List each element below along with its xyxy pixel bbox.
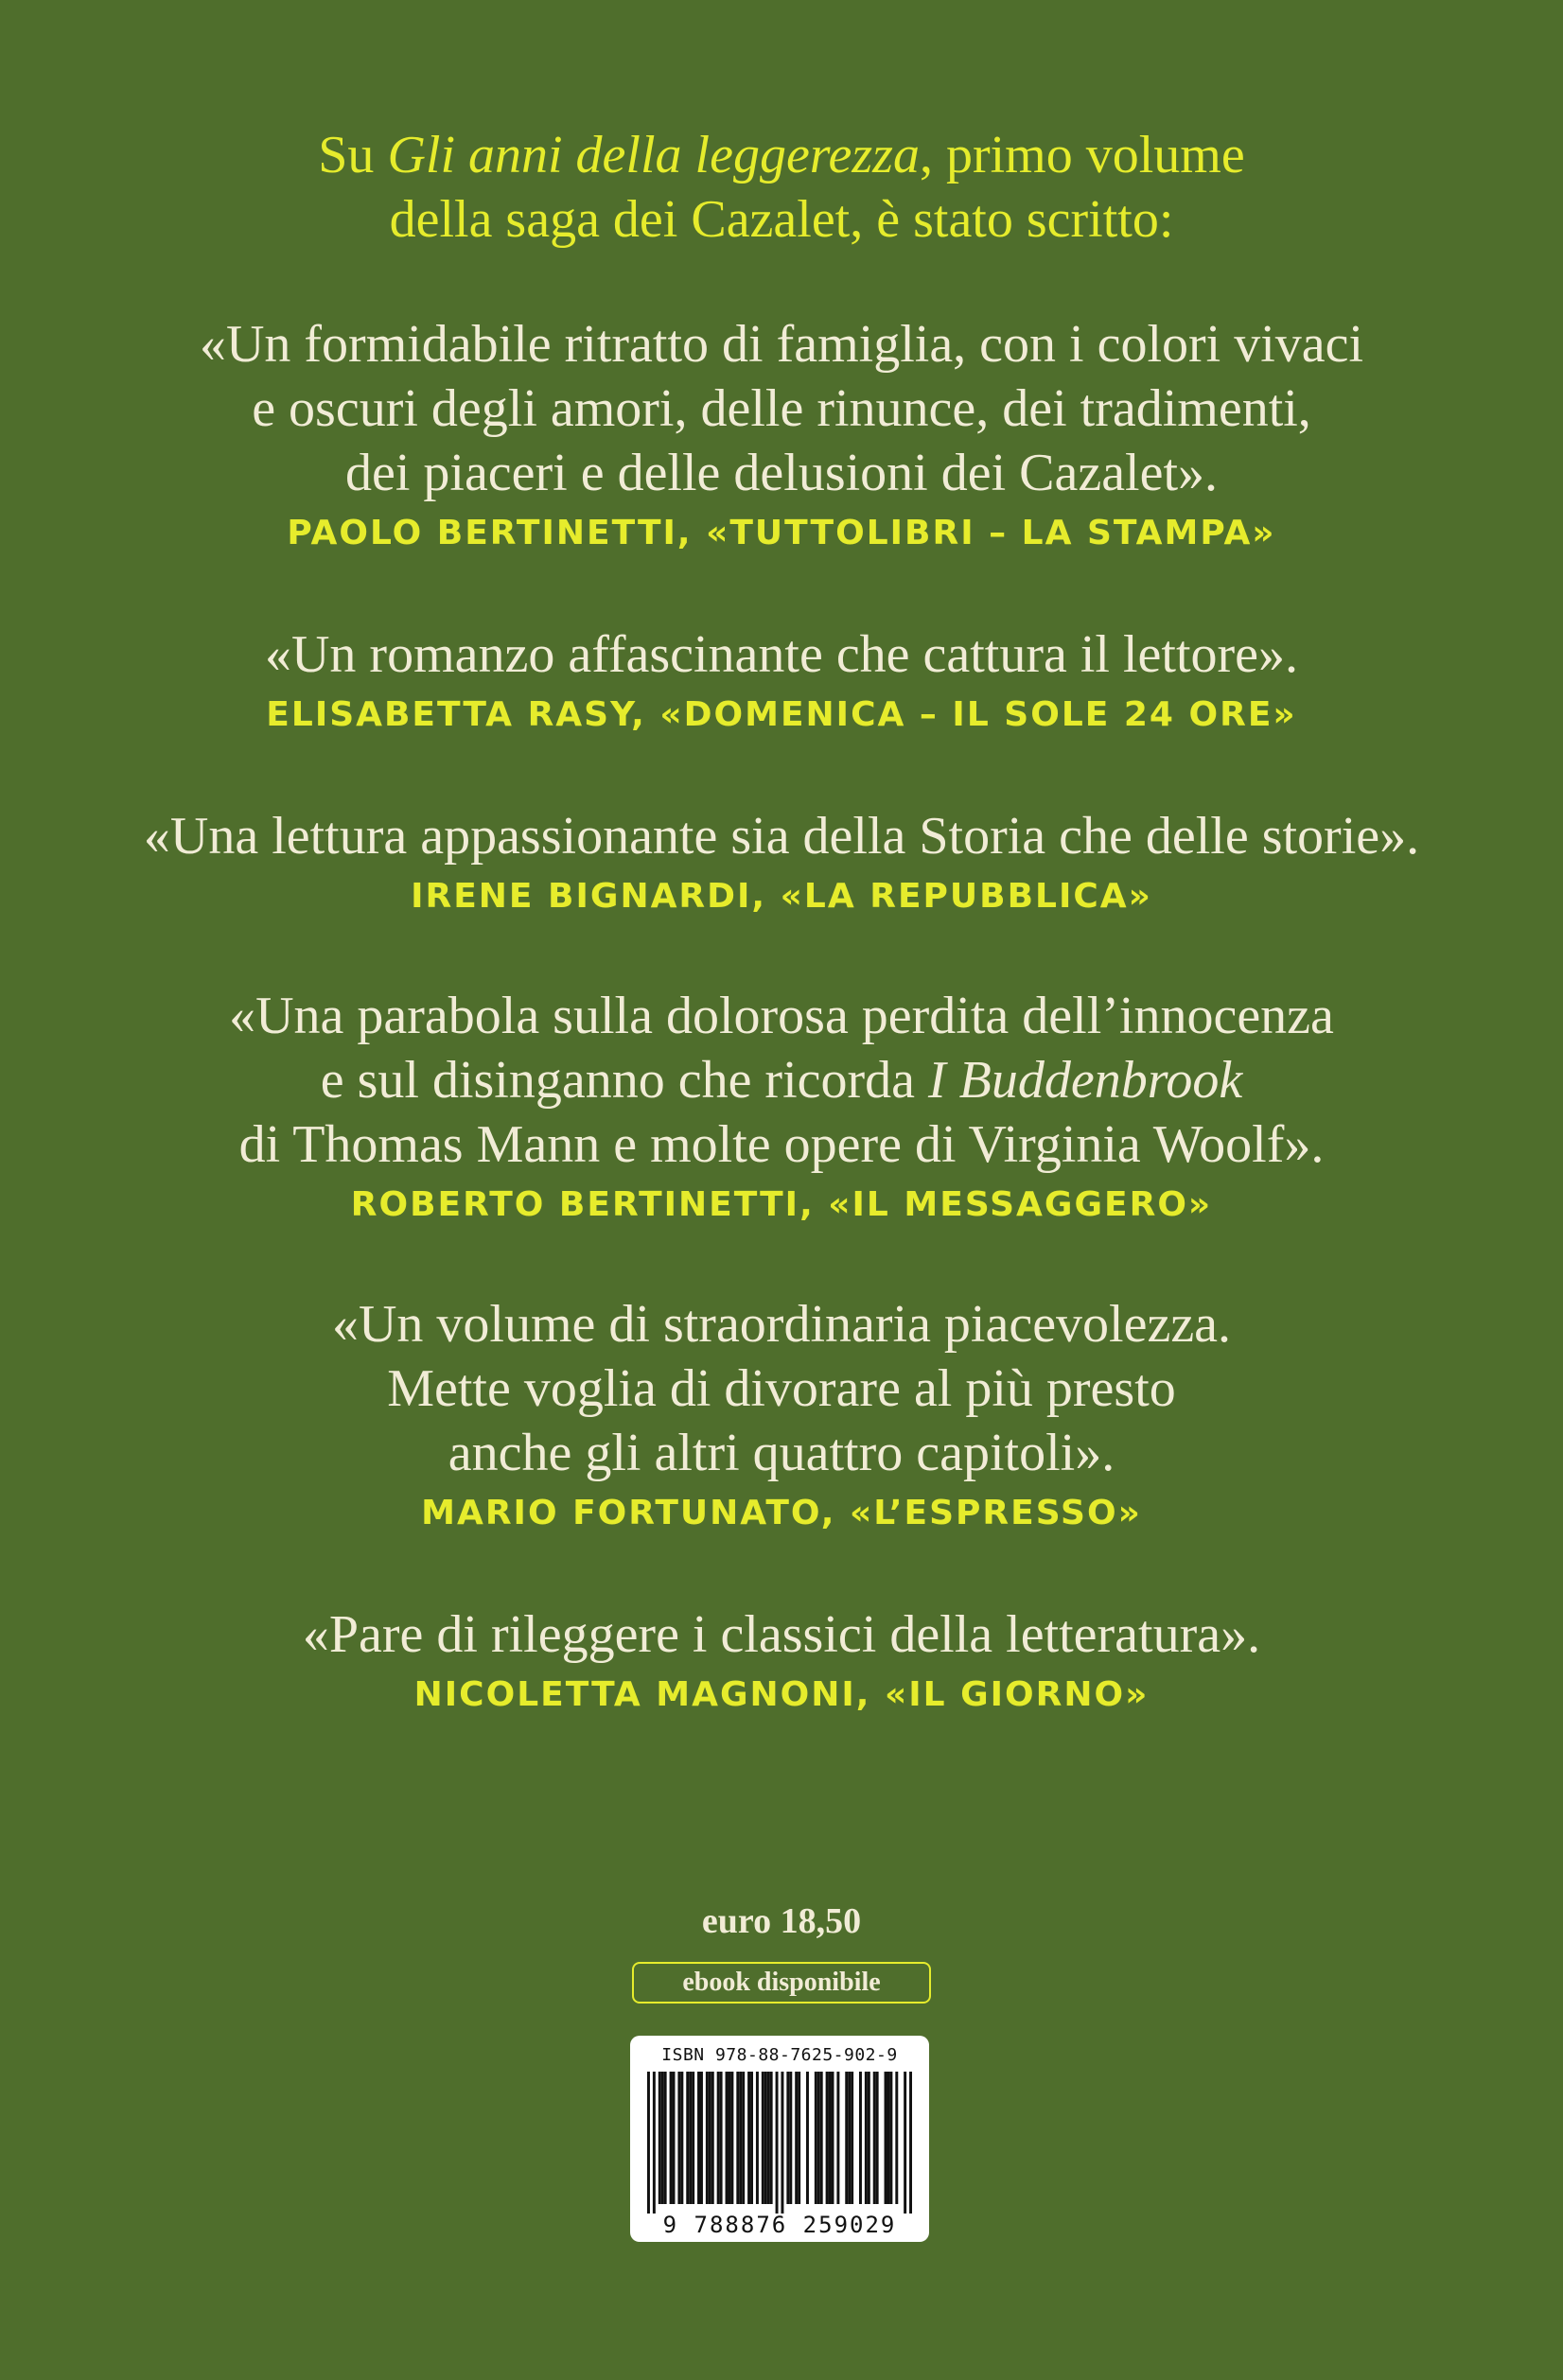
barcode-bar <box>845 2072 848 2204</box>
barcode-bar <box>647 2072 650 2214</box>
intro-line-2: della saga dei Cazalet, è stato scritto: <box>389 190 1174 249</box>
barcode-bar <box>817 2072 820 2204</box>
barcode-bar <box>887 2072 889 2204</box>
barcode-bar <box>706 2072 709 2204</box>
barcode-bar <box>767 2072 770 2204</box>
barcode-bar <box>692 2072 694 2204</box>
barcode-bar <box>689 2072 692 2204</box>
barcode-bar <box>829 2072 832 2204</box>
intro-line-1 <box>0 123 1563 187</box>
barcode-bar <box>815 2072 817 2204</box>
barcode-bar <box>664 2072 667 2204</box>
barcode-bar <box>756 2072 759 2204</box>
review-2 <box>0 622 1563 740</box>
review-source: IRENE BIGNARDI, «LA REPUBBLICA» <box>411 877 1152 916</box>
barcode-bar <box>904 2072 906 2214</box>
quote-line: «Un formidabile ritratto di famiglia, con i colori vivaci <box>199 315 1364 374</box>
review-4 <box>0 984 1563 1230</box>
barcode-bars <box>647 2072 912 2214</box>
barcode-bar <box>795 2072 798 2204</box>
review-source: MARIO FORTUNATO, «L’ESPRESSO» <box>421 1494 1142 1532</box>
review-quote <box>0 1292 1563 1485</box>
barcode-bar <box>677 2072 680 2204</box>
barcode-bar <box>789 2072 792 2204</box>
barcode-bar <box>747 2072 750 2204</box>
barcode-bar <box>762 2072 764 2204</box>
barcode-bar <box>865 2072 868 2204</box>
barcode-bar <box>730 2072 733 2204</box>
barcode-bar <box>726 2072 729 2204</box>
barcode-bar <box>776 2072 779 2214</box>
quote-line: Mette voglia di divorare al più presto <box>387 1359 1176 1418</box>
barcode-bar <box>806 2072 809 2204</box>
review-source: ELISABETTA RASY, «DOMENICA – IL SOLE 24 ORE» <box>266 695 1297 734</box>
review-3 <box>0 804 1563 921</box>
barcode-bar <box>836 2072 839 2204</box>
barcode-bar <box>909 2072 912 2214</box>
ean-digits: 9 788876 259029 <box>662 2212 897 2238</box>
barcode-bar <box>686 2072 689 2204</box>
barcode-panel <box>630 2036 929 2242</box>
barcode-bar <box>739 2072 742 2204</box>
barcode-bar <box>820 2072 823 2204</box>
review-quote <box>0 984 1563 1177</box>
quote-line: «Un volume di straordinaria piacevolezza. <box>331 1295 1232 1354</box>
review-quote <box>0 312 1563 505</box>
barcode-bar <box>709 2072 711 2204</box>
barcode-bar <box>851 2072 853 2204</box>
barcode-bar <box>661 2072 664 2204</box>
price-label: euro 18,50 <box>701 1901 862 1941</box>
barcode-bar <box>873 2072 876 2204</box>
barcode-bar <box>728 2072 730 2204</box>
barcode-bar <box>764 2072 767 2204</box>
barcode-bar <box>786 2072 789 2204</box>
quote-line <box>0 1048 1563 1112</box>
barcode-bar <box>885 2072 887 2204</box>
review-source: PAOLO BERTINETTI, «TUTTOLIBRI – LA STAMPA» <box>287 514 1276 552</box>
barcode-bar <box>720 2072 723 2204</box>
intro-book-title: Gli anni della leggerezza <box>387 126 920 184</box>
quote-line: «Pare di rileggere i classici della letteratura». <box>302 1605 1261 1664</box>
barcode-bar <box>750 2072 753 2204</box>
barcode-bar <box>697 2072 700 2204</box>
review-quote <box>0 804 1563 868</box>
review-1 <box>0 312 1563 558</box>
quote-line: dei piaceri e delle delusioni dei Cazalet». <box>344 444 1219 502</box>
barcode-bar <box>832 2072 834 2204</box>
barcode-bar <box>659 2072 661 2204</box>
barcode-bar <box>680 2072 683 2204</box>
barcode-bar <box>868 2072 870 2204</box>
barcode-bar <box>653 2072 656 2214</box>
barcode-bar <box>859 2072 862 2204</box>
barcode-bar <box>736 2072 739 2204</box>
review-5 <box>0 1292 1563 1538</box>
barcode-bar <box>876 2072 879 2204</box>
quote-line: e oscuri degli amori, delle rinunce, dei tradimenti, <box>252 379 1311 438</box>
barcode-bar <box>848 2072 851 2204</box>
review-6 <box>0 1602 1563 1720</box>
intro-text <box>0 123 1563 252</box>
barcode-bar <box>742 2072 745 2204</box>
review-quote <box>0 622 1563 687</box>
barcode-bar <box>781 2072 783 2214</box>
review-source: NICOLETTA MAGNONI, «IL GIORNO» <box>413 1675 1150 1714</box>
barcode-bar <box>717 2072 720 2204</box>
quote-line: «Una lettura appassionante sia della Storia che delle storie». <box>143 807 1420 866</box>
barcode-bar <box>673 2072 676 2204</box>
intro-prefix: Su <box>318 126 388 184</box>
quote-line: di Thomas Mann e molte opere di Virginia Woolf». <box>238 1115 1325 1174</box>
barcode-bar <box>826 2072 829 2204</box>
barcode-bar <box>770 2072 773 2204</box>
review-source: ROBERTO BERTINETTI, «IL MESSAGGERO» <box>350 1185 1213 1224</box>
barcode-bar <box>798 2072 800 2204</box>
quote-line: anche gli altri quattro capitoli». <box>448 1424 1115 1482</box>
intro-suffix: , primo volume <box>919 126 1245 184</box>
barcode-bar <box>889 2072 892 2204</box>
quote-line: «Un romanzo affascinante che cattura il lettore». <box>264 625 1299 684</box>
isbn-label: ISBN 978-88-7625-902-9 <box>661 2045 898 2065</box>
ebook-badge: ebook disponibile <box>632 1962 931 2004</box>
quote-line: «Una parabola sulla dolorosa perdita dell’innocenza <box>229 987 1334 1045</box>
barcode-bar <box>670 2072 673 2204</box>
barcode-bar <box>700 2072 703 2204</box>
barcode-bar <box>711 2072 714 2204</box>
barcode-bar <box>895 2072 898 2204</box>
quote-line-prefix: e sul disinganno che ricorda <box>320 1051 928 1110</box>
review-quote <box>0 1602 1563 1667</box>
quote-italic-title: I Buddenbrook <box>927 1051 1243 1110</box>
